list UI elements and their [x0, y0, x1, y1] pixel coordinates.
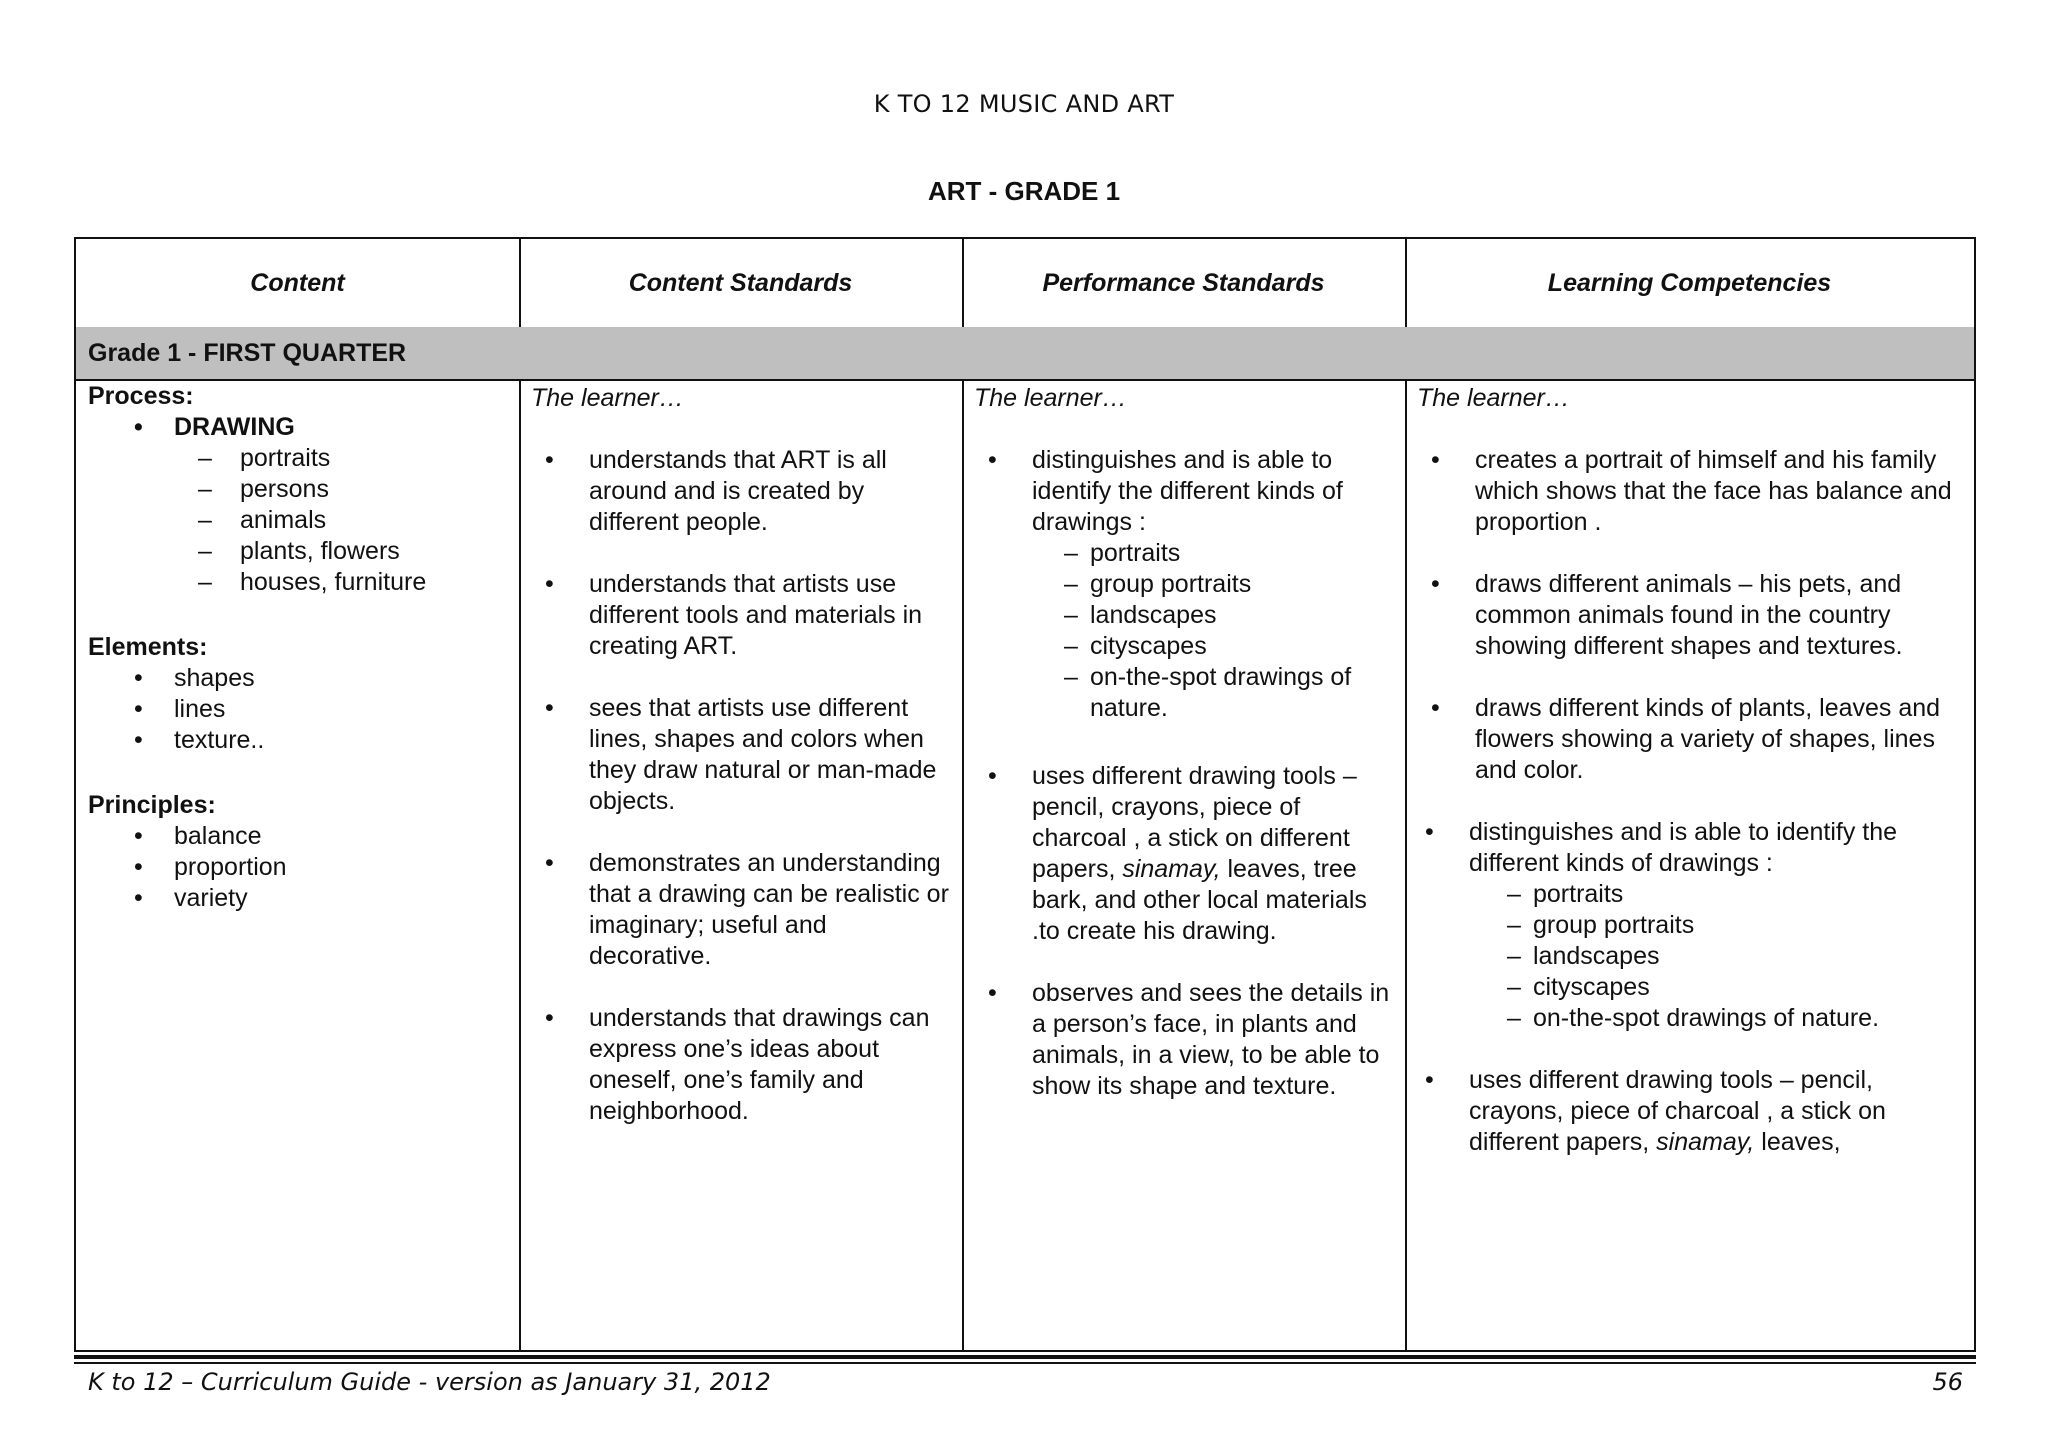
- list-item: • DRAWING: [134, 413, 295, 441]
- quarter-label: Grade 1 - FIRST QUARTER: [88, 339, 407, 367]
- list-item: • observes and sees the details in a person’s face, in plants and animals, in a view, to be able to show its shape and texture.: [988, 979, 1390, 1100]
- learner-lead: The learner…: [1417, 384, 1570, 412]
- list-item: • lines: [134, 695, 226, 723]
- content-column: [88, 381, 513, 1350]
- list-item: – group portraits: [1507, 911, 1695, 939]
- performance-standards-column: [974, 381, 1394, 1350]
- column-divider: [962, 239, 964, 1350]
- list-item: – cityscapes: [1507, 973, 1650, 1001]
- list-item: – plants, flowers: [198, 537, 400, 565]
- list-item: • sees that artists use different lines, shapes and colors when they draw natural or man-made objects.: [545, 694, 937, 815]
- list-item: – on-the-spot drawings of nature.: [1064, 663, 1352, 722]
- header-content: Content: [250, 268, 345, 297]
- list-item: – persons: [198, 475, 329, 503]
- quarter-row: [76, 327, 1974, 381]
- list-item: • demonstrates an understanding that a drawing can be realistic or imaginary; useful and decorative.: [545, 849, 949, 970]
- list-item: – animals: [198, 506, 327, 534]
- list-item: • uses different drawing tools – pencil, crayons, piece of charcoal , a stick on different papers, sinamay, leaves, tree bark, and other local materials .to create his drawing.: [988, 762, 1367, 945]
- list-item: – landscapes: [1507, 942, 1660, 970]
- document-subtitle: ART - GRADE 1: [927, 176, 1121, 206]
- list-item: – houses, furniture: [198, 568, 427, 596]
- list-item: – group portraits: [1064, 570, 1252, 598]
- list-item: • understands that ART is all around and is created by different people.: [545, 446, 887, 536]
- learner-lead: The learner…: [531, 384, 684, 412]
- principles-label: Principles:: [88, 791, 216, 819]
- curriculum-table: [74, 237, 1976, 1352]
- bullet-icon: •: [134, 413, 143, 441]
- list-item: • uses different drawing tools – pencil, crayons, piece of charcoal , a stick on different papers, sinamay, leaves,: [1425, 1066, 1886, 1156]
- header-content-standards: Content Standards: [628, 268, 853, 297]
- footer-rule: [74, 1355, 1976, 1359]
- list-item: • texture..: [134, 726, 265, 754]
- page-number: 56: [1932, 1368, 1963, 1396]
- content-standards-column: [531, 381, 951, 1350]
- header-learning-competencies: Learning Competencies: [1547, 268, 1832, 297]
- header-performance-standards: Performance Standards: [1042, 268, 1325, 297]
- process-label: Process:: [88, 382, 194, 410]
- elements-label: Elements:: [88, 633, 208, 661]
- table-header-row: [76, 239, 1974, 329]
- list-item: – portraits: [1507, 880, 1624, 908]
- learning-competencies-column: [1417, 381, 1967, 1350]
- list-item: • distinguishes and is able to identify the different kinds of drawings :: [988, 446, 1343, 536]
- list-item: • draws different animals – his pets, and common animals found in the country showing different shapes and textures.: [1431, 570, 1903, 660]
- list-item: • variety: [134, 884, 248, 912]
- list-item: – on-the-spot drawings of nature.: [1507, 1004, 1880, 1032]
- footer-guide-version: K to 12 – Curriculum Guide - version as January 31, 2012: [88, 1368, 771, 1396]
- list-item: • understands that artists use different tools and materials in creating ART.: [545, 570, 923, 660]
- list-item: – portraits: [1064, 539, 1181, 567]
- list-item: • balance: [134, 822, 262, 850]
- list-item: – portraits: [198, 444, 331, 472]
- list-item: • distinguishes and is able to identify the different kinds of drawings :: [1425, 818, 1898, 877]
- column-divider: [519, 239, 521, 1350]
- list-item: – cityscapes: [1064, 632, 1207, 660]
- list-item: • proportion: [134, 853, 287, 881]
- document-title: K TO 12 MUSIC AND ART: [873, 90, 1175, 118]
- list-item: • draws different kinds of plants, leaves and flowers showing a variety of shapes, lines and color.: [1431, 694, 1941, 784]
- list-item: • creates a portrait of himself and his family which shows that the face has balance and proportion .: [1431, 446, 1952, 536]
- learner-lead: The learner…: [974, 384, 1127, 412]
- list-item: • shapes: [134, 664, 255, 692]
- list-item: – landscapes: [1064, 601, 1217, 629]
- list-item: • understands that drawings can express one’s ideas about oneself, one’s family and neighborhood.: [545, 1004, 930, 1125]
- footer-rule: [74, 1362, 1976, 1364]
- column-divider: [1405, 239, 1407, 1350]
